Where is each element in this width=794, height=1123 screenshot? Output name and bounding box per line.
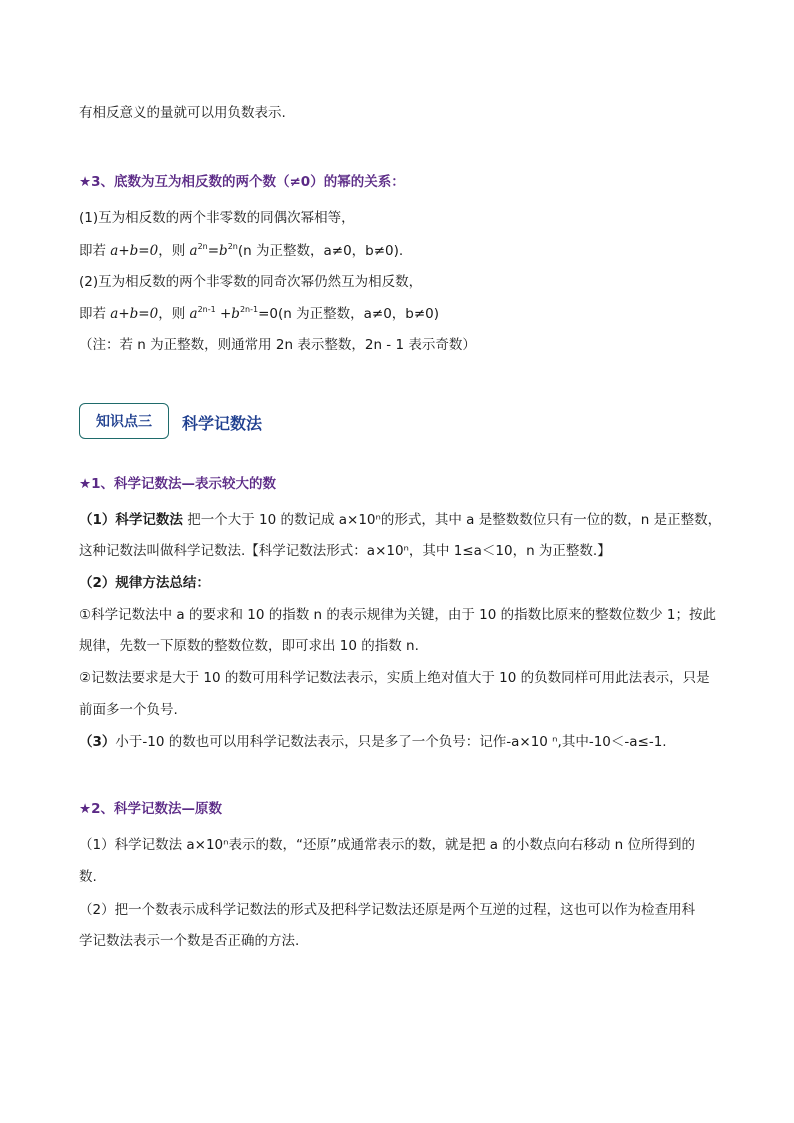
term: 科学记数法 — [115, 512, 183, 528]
s1-title: ★1、科学记数法—表示较大的数 — [79, 476, 276, 492]
formula: a — [189, 243, 198, 259]
text: 即若 — [79, 243, 111, 259]
s2-line1: （1）科学记数法 a×10ⁿ表示的数，“还原”成通常表示的数，就是把 a 的小数点向右移动 n 位所得到的 — [79, 837, 696, 853]
formula: a+b=0 — [110, 306, 159, 322]
item-number: （1） — [79, 512, 116, 528]
exponent: 2n — [227, 241, 238, 251]
s2-line3: （2）把一个数表示成科学记数法的形式及把科学记数法还原是两个互逆的过程，这也可以作为检查用科 — [79, 902, 696, 918]
sec3-p3: (2)互为相反数的两个非零数的同奇次幂仍然互为相反数， — [79, 274, 423, 290]
s2-title: ★2、科学记数法—原数 — [79, 801, 222, 817]
formula: a+b=0 — [110, 243, 159, 259]
text: =0(n 为正整数，a≠0，b≠0) — [258, 306, 440, 322]
s1-line5: 规律，先数一下原数的整数位数，即可求出 10 的指数 n. — [79, 638, 419, 654]
s1-line7: 前面多一个负号. — [79, 702, 178, 718]
s1-line6: ②记数法要求是大于 10 的数可用科学记数法表示，实质上绝对值大于 10 的负数同样可用此法表示，只是 — [79, 670, 710, 686]
text: ，则 — [158, 243, 190, 259]
exponent: 2n-1 — [239, 304, 259, 314]
text: 把一个大于 10 的数记成 a×10ⁿ的形式，其中 a 是整数数位只有一位的数，n 是正整数， — [182, 512, 722, 528]
s1-line2: 这种记数法叫做科学记数法.【科学记数法形式：a×10ⁿ，其中 1≤a＜10，n 为正整数.】 — [79, 543, 611, 559]
item-number: （3） — [79, 734, 116, 750]
sec3-p4 — [79, 305, 439, 323]
knowledge-point-badge: 知识点三 — [79, 403, 169, 439]
formula: +b — [215, 306, 240, 322]
sec3-p1: (1)互为相反数的两个非零数的同偶次幂相等， — [79, 210, 355, 226]
s1-line8 — [79, 733, 667, 751]
s2-line4: 学记数法表示一个数是否正确的方法. — [79, 933, 300, 949]
s2-line2: 数. — [79, 869, 97, 885]
formula: a — [189, 306, 198, 322]
text: (n 为正整数，a≠0，b≠0). — [237, 243, 404, 259]
s1-line1 — [79, 511, 721, 529]
intro-line: 有相反意义的量就可以用负数表示. — [79, 105, 286, 121]
knowledge-point-title: 科学记数法 — [182, 414, 263, 433]
text: 小于-10 的数也可以用科学记数法表示，只是多了一个负号：记作-a×10 ⁿ,其中-10＜-a≤-1. — [115, 734, 667, 750]
formula: =b — [207, 243, 228, 259]
sec3-note: （注：若 n 为正整数，则通常用 2n 表示整数，2n - 1 表示奇数） — [79, 337, 476, 353]
s1-line4: ①科学记数法中 a 的要求和 10 的指数 n 的表示规律为关键，由于 10 的指数比原来的整数位数少 1；按此 — [79, 607, 716, 623]
section3-title: ★3、底数为互为相反数的两个数（≠0）的幂的关系： — [79, 174, 405, 190]
sec3-p2 — [79, 242, 403, 260]
exponent: 2n-1 — [197, 304, 216, 314]
exponent: 2n — [197, 241, 208, 251]
s1-line3: （2）规律方法总结： — [79, 575, 210, 591]
text: ，则 — [158, 306, 190, 322]
text: 即若 — [79, 306, 111, 322]
